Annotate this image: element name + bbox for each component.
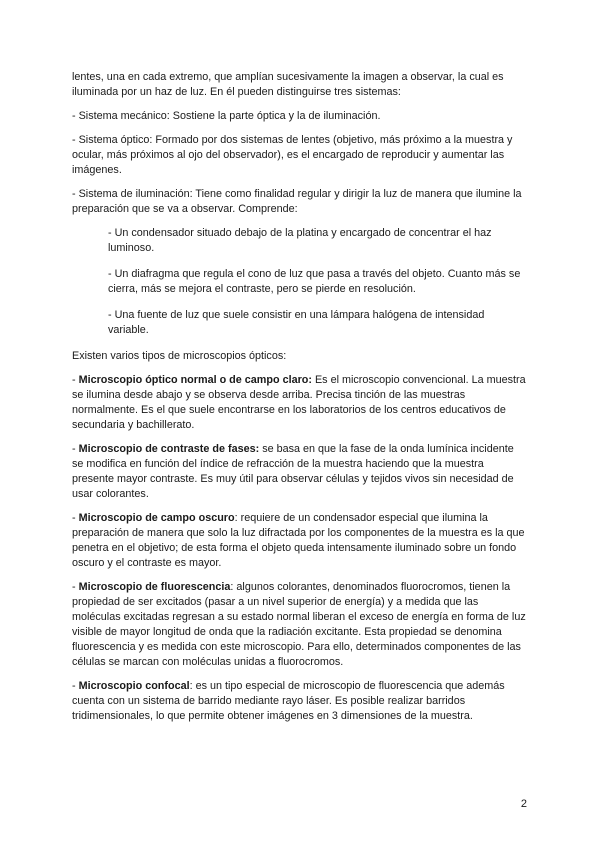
document-page [72,70,528,733]
types-heading: Existen varios tipos de microscopios ópticos: [72,350,287,362]
type-fluorescence: - Microscopio de fluorescencia: algunos colorantes, denominados fluorocromos, tienen la propiedad de ser excitados (pasar a un nivel superior de energía) y a medida que las moléculas excitadas regresan a su estado normal liberan el exceso de energía en forma de luz visible de mayor longitud de onda que la radiación excitante. Esta propiedad se denomina fluorescencia y es medida con este microscopio. Para ello, determinados componentes de las células se marcan con moléculas unidas a fluorocromos. [72,581,526,668]
type-name: Microscopio de contraste de fases: [78,443,260,455]
type-dark-field: - Microscopio de campo oscuro: requiere de un condensador especial que ilumina la preparación de manera que solo la luz difractada por los componentes de la muestra es la que penetra en el objetivo; de esta forma el objeto queda intensamente iluminado sobre un fondo oscuro y el contraste es mayor. [72,512,525,569]
page-number: 2 [520,798,527,810]
illumination-item-diaphragm: - Un diafragma que regula el cono de luz que pasa a través del objeto. Cuanto más se cierra, más se mejora el contraste, pero se pierde en resolución. [108,268,521,295]
type-bright-field: - Microscopio óptico normal o de campo claro: Es el microscopio convencional. La muestra se ilumina desde abajo y se observa desde arriba. Precisa tinción de las muestras normalmente. Es el que suele encontrarse en los laboratorios de los centros educativos de secundaria y bachillerato. [72,374,526,431]
mechanical-system: - Sistema mecánico: Sostiene la parte óptica y la de iluminación. [72,110,381,122]
type-phase-contrast: - Microscopio de contraste de fases: se basa en que la fase de la onda lumínica incidente se modifica en función del índice de refracción de la muestra haciendo que la muestra presente mayor contraste. Es muy útil para observar células y tejidos vivos sin necesidad de usar colorantes. [72,443,514,500]
type-name: Microscopio de fluorescencia [78,581,231,593]
illumination-item-light-source: - Una fuente de luz que suele consistir en una lámpara halógena de intensidad variable. [108,309,485,336]
illumination-item-condenser: - Un condensador situado debajo de la platina y encargado de concentrar el haz luminoso. [108,227,492,254]
type-name: Microscopio de campo oscuro [78,512,235,524]
type-name: Microscopio confocal [78,680,190,692]
optical-system: - Sistema óptico: Formado por dos sistemas de lentes (objetivo, más próximo a la muestra y ocular, más próximos al ojo del observador), es el encargado de reproducir y aumentar las imágenes. [72,134,513,176]
type-confocal: - Microscopio confocal: es un tipo especial de microscopio de fluorescencia que además cuenta con un sistema de barrido mediante rayo láser. Es posible realizar barridos tridimensionales, lo que permite obtener imágenes en 3 dimensiones de la muestra. [72,680,505,722]
type-name: Microscopio óptico normal o de campo claro: [78,374,312,386]
illumination-system: - Sistema de iluminación: Tiene como finalidad regular y dirigir la luz de manera que ilumine la preparación que se va a observar. Comprende: [72,188,522,215]
intro-paragraph: lentes, una en cada extremo, que amplían sucesivamente la imagen a observar, la cual es iluminada por un haz de luz. En él pueden distinguirse tres sistemas: [72,71,504,98]
